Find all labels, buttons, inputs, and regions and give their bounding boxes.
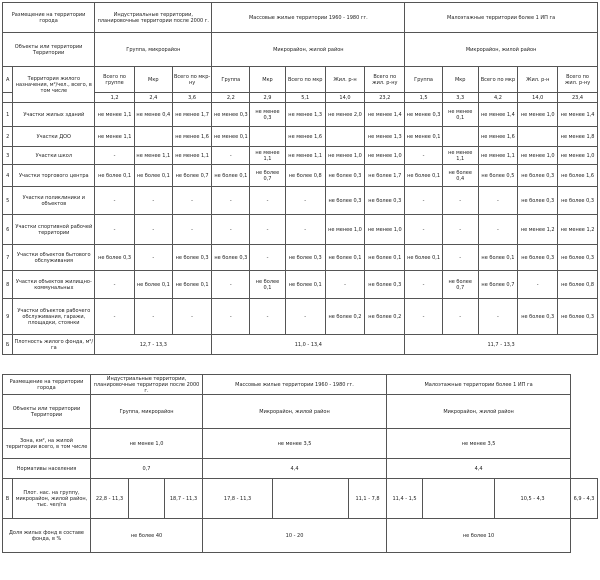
objects-label-cell [3,33,95,67]
cell: не менее 1,6 [172,127,212,147]
col-head: Всего по мкр-ну [172,67,212,93]
cell: - [405,187,443,215]
row-n-label: Нормативы населения [3,459,91,479]
row-index: 7 [3,245,13,271]
cell: не более 0,3 [172,245,212,271]
cell: 2,4 [134,93,172,103]
cell [518,127,558,147]
cell: не более 0,7 [442,271,478,299]
cell: не менее 1,8 [558,127,598,147]
cell [250,127,286,147]
col-head: Группа [405,67,443,93]
objects-label: Объекты или территории [14,43,83,50]
cell: не более 0,2 [365,299,405,335]
header-new: Малоэтажные территории более 1 ИП га [405,3,598,33]
cell: не менее 1,3 [365,127,405,147]
header-old-sub-2: после 2000 г. [144,381,200,394]
cell: - [95,187,135,215]
table-row [3,245,598,271]
row-label: Участки объектов жилищно-коммунальных [13,271,95,299]
cell: - [134,299,172,335]
row-a-label: Территория жилого назначения, м²/чел., всего, в том числе [13,67,95,103]
row-index: А [3,67,13,93]
row-v-cell: 10,5 - 4,3 [495,479,571,519]
cell: не менее 1,1 [442,147,478,165]
cell: не менее 0,1 [212,127,250,147]
cell: не более 0,1 [134,165,172,187]
row-b-mid: 11,0 - 13,4 [212,335,405,355]
col-head: Жил. р-н [518,67,558,93]
group-old: Группа, микрорайон [95,33,212,67]
cell: не более 0,3 [518,245,558,271]
group-new-2: Микрорайон, жилой район [387,395,571,429]
cell: не менее 0,1 [442,103,478,127]
cell: - [172,215,212,245]
cell: - [212,299,250,335]
cell [134,127,172,147]
table-row [3,187,598,215]
header-old-title: Индустриальные территории, планировочные территории [97,11,194,24]
row-a2-new: не менее 3,5 [387,429,571,459]
table2-row-g [3,519,598,553]
col-head: Мкр [250,67,286,93]
cell: не более 0,3 [95,245,135,271]
col-head: Группа [212,67,250,93]
cell: не более 0,7 [172,165,212,187]
row-index: 8 [3,271,13,299]
cell: не более 0,1 [325,245,365,271]
cell: - [250,299,286,335]
cell: - [95,215,135,245]
table-row-b [3,335,598,355]
row-index: 6 [3,215,13,245]
cell: не более 0,3 [365,187,405,215]
group-new: Микрорайон, жилой район [405,33,598,67]
territory-label: Территории [32,49,65,56]
table2-row-n [3,459,598,479]
cell: не менее 1,0 [325,147,365,165]
row-v-cell: 6,9 - 4,3 [571,479,598,519]
cell: - [405,147,443,165]
cell: - [250,187,286,215]
row-a2-mid: не менее 3,5 [203,429,387,459]
cell: не менее 1,2 [518,215,558,245]
col-head: Мкр [442,67,478,93]
cell: не менее 2,0 [325,103,365,127]
cell: не более 0,1 [95,165,135,187]
group-mid: Микрорайон, жилой район [212,33,405,67]
cell: - [405,215,443,245]
cell: - [442,215,478,245]
cell: не более 0,1 [405,245,443,271]
table-row [3,271,598,299]
table-row [3,215,598,245]
cell: 2,2 [212,93,250,103]
zone-label: Размещение на территории города [3,3,95,33]
cell: не более 0,8 [285,165,325,187]
cell: - [95,299,135,335]
row-index: Б [3,335,13,355]
cell: не более 0,3 [518,299,558,335]
cell: - [405,299,443,335]
cell: не менее 1,0 [518,103,558,127]
row-b-old: 12,7 - 13,3 [95,335,212,355]
cell: не менее 1,0 [558,147,598,165]
col-head: Всего по жил. р-ну [558,67,598,93]
cell: не более 0,1 [172,271,212,299]
row-v-cell: 17,8 - 11,3 [203,479,273,519]
row-index: В [3,479,13,519]
header-mid: Массовые жилые территории 1960 - 1980 гг. [212,3,405,33]
zone-label-2: Размещение на территории города [3,375,91,395]
row-g-old: не более 40 [91,519,203,553]
row-b-label: Плотность жилого фонда, м²/га [13,335,95,355]
cell: 3,6 [172,93,212,103]
header-old-2 [91,375,203,395]
cell: не более 0,7 [250,165,286,187]
cell: не менее 1,1 [95,103,135,127]
header-old-sub: после 2000 г. [173,17,210,24]
header-new-2: Малоэтажные территории более 1 ИП га [387,375,571,395]
cell: 3,3 [442,93,478,103]
cell: - [212,271,250,299]
table1-body [3,103,598,335]
cell: не менее 0,3 [405,103,443,127]
cell: не более 0,2 [325,299,365,335]
cell: 4,2 [478,93,518,103]
table-separator [2,366,598,372]
row-index: 3 [3,147,13,165]
col-head: Всего по мкр [285,67,325,93]
cell: не менее 0,3 [250,103,286,127]
table2-row-v [3,479,598,519]
cell: не менее 1,1 [172,147,212,165]
cell: не менее 1,0 [365,215,405,245]
cell: - [250,215,286,245]
table-row [3,127,598,147]
row-label: Участки школ [13,147,95,165]
cell: не более 0,7 [478,271,518,299]
cell: не менее 1,0 [518,147,558,165]
cell: не более 0,1 [250,271,286,299]
cell: 1,5 [405,93,443,103]
cell: не менее 1,6 [478,127,518,147]
cell: не менее 1,1 [250,147,286,165]
cell: - [442,187,478,215]
row-index: 2 [3,127,13,147]
cell: - [285,187,325,215]
row-index: 5 [3,187,13,215]
cell: - [172,187,212,215]
cell: 1,2 [95,93,135,103]
cell: не менее 1,2 [558,215,598,245]
row-n-old: 0,7 [91,459,203,479]
row-index: 4 [3,165,13,187]
col-head: Жил. р-н [325,67,365,93]
cell: - [405,271,443,299]
cell: - [478,299,518,335]
row-index: 9 [3,299,13,335]
cell: не менее 1,1 [478,147,518,165]
row-label: Участки поликлиники и объектов [13,187,95,215]
cell: не более 0,1 [212,165,250,187]
header-old-title-2: Индустриальные территории, планировочные территории [93,375,187,388]
table-row [3,299,598,335]
cell: - [285,299,325,335]
cell: не менее 1,4 [478,103,518,127]
table-row [3,147,598,165]
cell: - [442,299,478,335]
cell: не более 0,3 [325,165,365,187]
objects-label-cell-2 [3,395,91,429]
col-head: Всего по мкр [478,67,518,93]
cell [325,127,365,147]
table2-row-a [3,429,598,459]
cell: не менее 1,1 [285,147,325,165]
cell: не более 0,8 [558,271,598,299]
cell: - [172,299,212,335]
cell: не менее 1,4 [365,103,405,127]
cell: не более 0,1 [405,165,443,187]
row-n-mid: 4,4 [203,459,387,479]
cell: 2,9 [250,93,286,103]
row-label: Участки ДОО [13,127,95,147]
row-a2-label: Зона, км², на жилой территории всего, в том числе [3,429,91,459]
territory-label-2: Территории [30,411,63,418]
row-b-new: 11,7 - 13,3 [405,335,598,355]
row-n-new: 4,4 [387,459,571,479]
cell: - [95,147,135,165]
cell: не менее 0,3 [212,103,250,127]
row-v-cell: 11,1 - 7,8 [349,479,387,519]
cell: не более 0,3 [365,271,405,299]
row-v-cell: 22,8 - 11,3 [91,479,129,519]
cell: 5,1 [285,93,325,103]
cell: - [212,147,250,165]
header-mid-2: Массовые жилые территории 1960 - 1980 гг. [203,375,387,395]
cell: - [212,215,250,245]
cell: не менее 1,1 [95,127,135,147]
cell: - [250,245,286,271]
cell: не более 1,6 [558,165,598,187]
norms-table-top [2,2,598,355]
group-mid-2: Микрорайон, жилой район [203,395,387,429]
row-label: Участки жилых зданий [13,103,95,127]
cell: не более 0,3 [325,187,365,215]
cell: не менее 1,3 [285,103,325,127]
cell: не более 1,7 [365,165,405,187]
cell: 14,0 [518,93,558,103]
cell: - [285,215,325,245]
cell: - [95,271,135,299]
cell: не менее 0,1 [405,127,443,147]
cell: не менее 1,0 [325,215,365,245]
group-old-2: Группа, микрорайон [91,395,203,429]
row-v-label: Плот. нас. на группу, микрорайон, жилой район, тыс. чел/га [13,479,91,519]
cell: не менее 1,6 [285,127,325,147]
cell: - [442,245,478,271]
cell: - [478,187,518,215]
norms-table-bottom [2,374,598,553]
cell: не менее 1,1 [134,147,172,165]
row-v-cell: 18,7 - 11,3 [165,479,203,519]
cell: не более 0,3 [558,187,598,215]
table-row [3,165,598,187]
cell: - [478,215,518,245]
cell: не более 0,5 [478,165,518,187]
cell: не менее 1,4 [558,103,598,127]
cell: не более 0,3 [518,165,558,187]
cell: не более 0,1 [134,271,172,299]
cell: - [325,271,365,299]
header-old [95,3,212,33]
col-head: Всего по жил. р-ну [365,67,405,93]
column-header-row [3,67,598,93]
cell: не менее 1,7 [172,103,212,127]
cell: не более 0,3 [212,245,250,271]
cell: не более 0,1 [285,271,325,299]
row-index [3,93,13,103]
objects-label-2: Объекты или территории [12,405,81,412]
row-label: Участки торгового центра [13,165,95,187]
cell: - [134,187,172,215]
row-index: 1 [3,103,13,127]
row-v-cell: 11,4 - 1,5 [387,479,423,519]
row-g-new: не более 10 [387,519,571,553]
cell: не более 0,3 [518,187,558,215]
cell: 23,4 [558,93,598,103]
row-label: Участки объектов бытового обслуживания [13,245,95,271]
cell: - [212,187,250,215]
cell: 23,2 [365,93,405,103]
cell: 14,0 [325,93,365,103]
cell: не более 0,4 [442,165,478,187]
cell: - [518,271,558,299]
cell: не более 0,3 [285,245,325,271]
cell: - [134,245,172,271]
cell: - [134,215,172,245]
cell: не более 0,1 [365,245,405,271]
row-a2-old: не менее 1,0 [91,429,203,459]
row-label: Участки объектов рабочего обслуживания, гаражи, площадки, стоянки [13,299,95,335]
cell: не менее 1,0 [365,147,405,165]
cell: не более 0,1 [478,245,518,271]
cell [442,127,478,147]
cell: не более 0,3 [558,299,598,335]
table-row [3,103,598,127]
row-g-mid: 10 - 20 [203,519,387,553]
col-head: Мкр [134,67,172,93]
col-head: Всего по группе [95,67,135,93]
cell: не менее 0,4 [134,103,172,127]
row-g-label: Доля жилых фонд в составе фонда, в % [3,519,91,553]
row-label: Участки спортивной рабочей территории [13,215,95,245]
cell: не более 0,3 [558,245,598,271]
